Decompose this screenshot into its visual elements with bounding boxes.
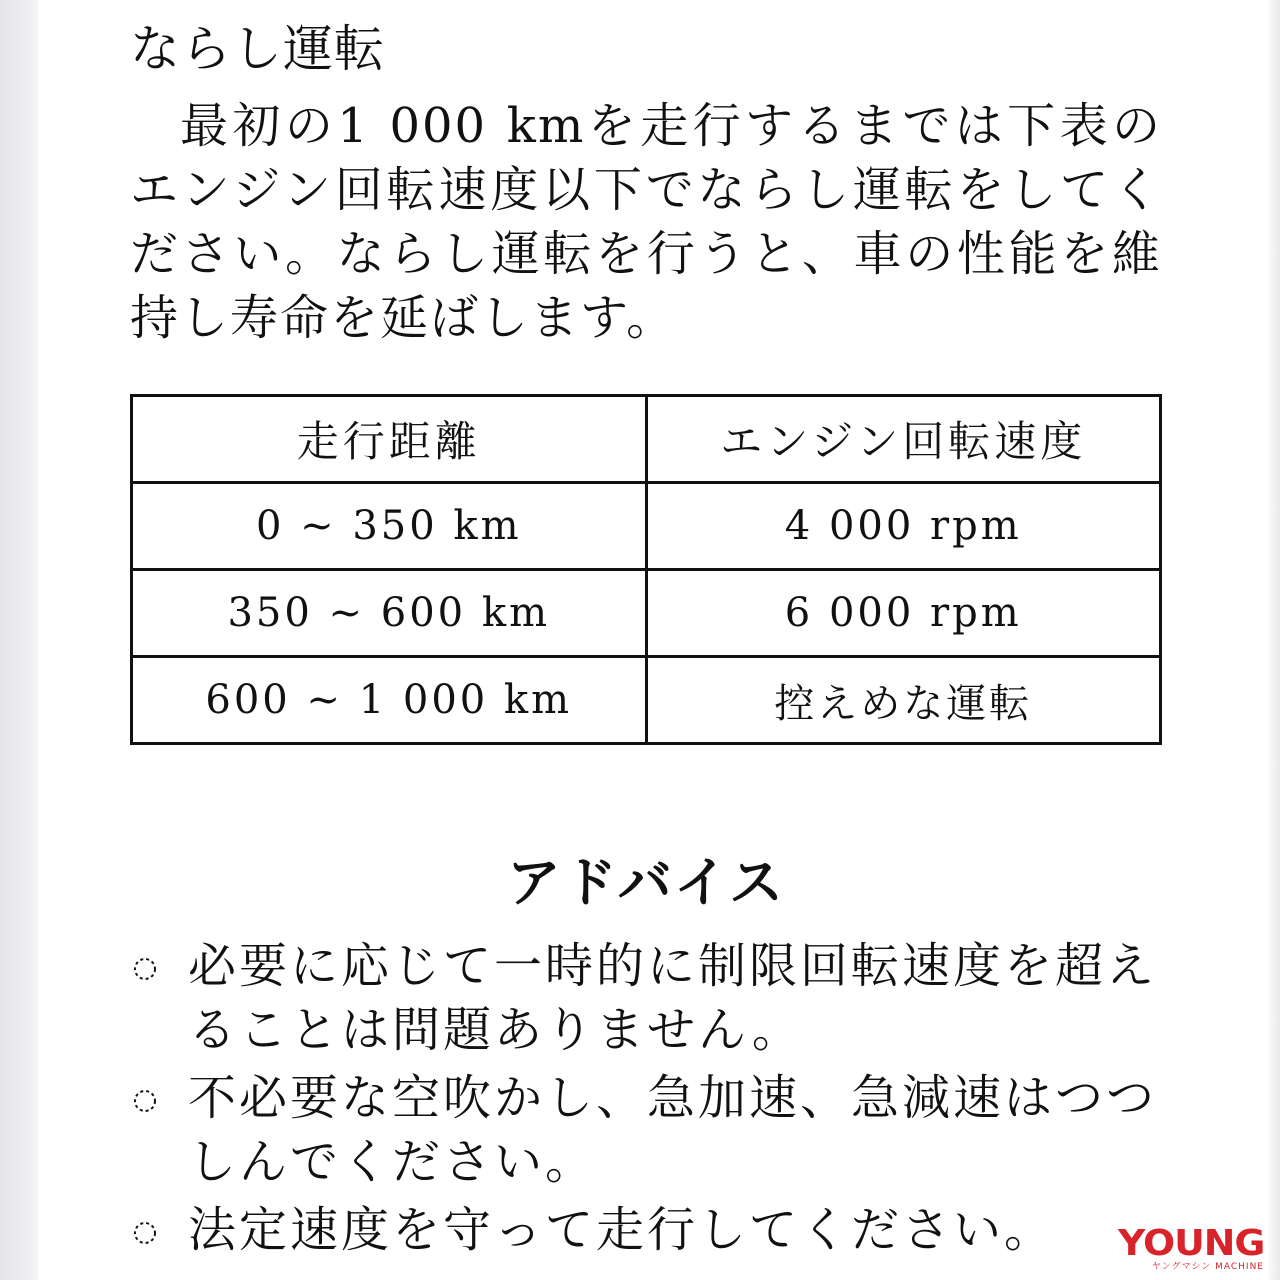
breakin-table	[130, 394, 1162, 745]
header-distance: 走行距離	[132, 396, 647, 483]
circle-bullet-icon	[132, 1088, 158, 1114]
logo-wordmark: YOUNG	[1117, 1223, 1264, 1264]
young-machine-logo	[1117, 1223, 1264, 1272]
advice-item-text: 法定速度を守って走行してください。	[188, 1202, 1056, 1258]
table-header-row	[132, 396, 1161, 483]
list-item	[130, 1066, 1162, 1194]
list-item	[130, 1198, 1162, 1262]
table-row	[132, 657, 1161, 744]
list-item	[130, 934, 1162, 1062]
table-row	[132, 483, 1161, 570]
cell-engine-speed: 控えめな運転	[646, 657, 1161, 744]
intro-paragraph: 最初の1 000 kmを走行するまでは下表のエンジン回転速度以下でならし運転をしてください。ならし運転を行うと、車の性能を維持し寿命を延ばします。	[130, 98, 1162, 346]
page-gutter	[0, 0, 38, 1280]
section-title: ならし運転	[130, 20, 385, 78]
advice-item-text: 必要に応じて一時的に制限回転速度を超えることは問題ありません。	[188, 938, 1158, 1058]
advice-list	[130, 934, 1162, 1262]
cell-engine-speed: 6 000 rpm	[646, 570, 1161, 657]
cell-distance: 600 ~ 1 000 km	[132, 657, 647, 744]
cell-distance: 0 ~ 350 km	[132, 483, 647, 570]
manual-page	[130, 16, 1162, 1258]
circle-bullet-icon	[132, 1220, 158, 1246]
advice-item-text: 不必要な空吹かし、急加速、急減速はつつしんでください。	[188, 1070, 1158, 1190]
table-row	[132, 570, 1161, 657]
cell-distance: 350 ~ 600 km	[132, 570, 647, 657]
logo-subtext: ヤングマシン MACHINE	[1151, 1262, 1264, 1272]
circle-bullet-icon	[132, 956, 158, 982]
header-engine-speed: エンジン回転速度	[646, 396, 1161, 483]
cell-engine-speed: 4 000 rpm	[646, 483, 1161, 570]
advice-box	[130, 848, 1162, 1266]
page-edge-shadow	[1266, 0, 1280, 1280]
advice-title: アドバイス	[506, 851, 786, 914]
